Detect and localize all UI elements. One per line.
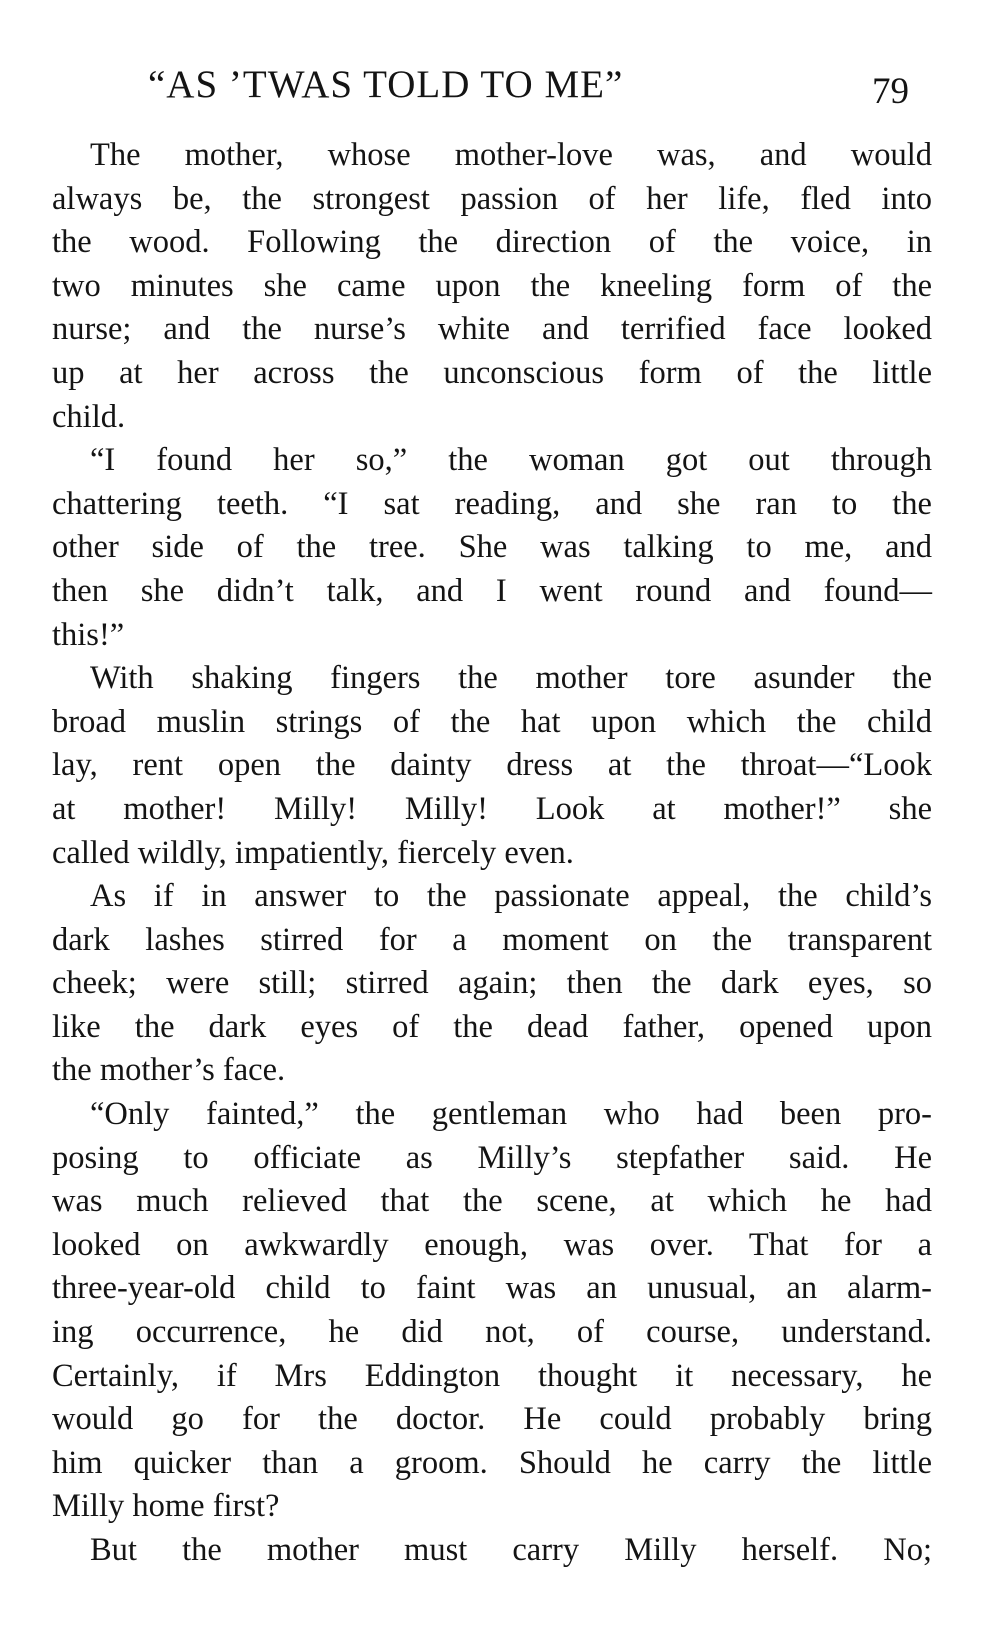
text-line: looked on awkwardly enough, was over. That for a [52,1226,932,1263]
text-line: lay, rent open the dainty dress at the throat—“Look [52,747,932,784]
text-line: the wood. Following the direction of the voice, in [52,224,932,261]
text-line: him quicker than a groom. Should he carry the little [52,1444,932,1481]
text-line: broad muslin strings of the hat upon which the child [52,703,932,740]
text-line: But the mother must carry Milly herself. No; [90,1532,932,1568]
text-line: Certainly, if Mrs Eddington thought it necessary, he [52,1357,932,1394]
text-line: this!” [52,616,125,653]
text-line: As if in answer to the passionate appeal, the child’s [90,878,932,915]
text-line: child. [52,398,126,435]
text-line: three-year-old child to faint was an unusual, an alarm- [52,1270,932,1307]
text-line: Milly home first? [52,1488,280,1525]
text-line: chattering teeth. “I sat reading, and she ran to the [52,485,932,522]
text-line: The mother, whose mother-love was, and would [90,137,932,173]
text-line: “I found her so,” the woman got out through [90,442,932,479]
text-line: would go for the doctor. He could probably bring [52,1401,932,1438]
text-line: ing occurrence, he did not, of course, understand. [52,1314,932,1351]
text-line: at mother! Milly! Milly! Look at mother!” she [52,790,932,827]
text-line: up at her across the unconscious form of the little [52,354,932,391]
text-line: was much relieved that the scene, at which he had [52,1183,932,1220]
text-line: With shaking fingers the mother tore asunder the [90,660,932,697]
text-line: always be, the strongest passion of her life, fled into [52,180,932,217]
text-line: then she didn’t talk, and I went round and found— [52,572,932,609]
text-line: cheek; were still; stirred again; then the dark eyes, so [52,965,932,1002]
text-line: nurse; and the nurse’s white and terrified face looked [52,311,932,348]
text-line: “Only fainted,” the gentleman who had been pro- [90,1096,932,1133]
text-line: like the dark eyes of the dead father, opened upon [52,1008,932,1045]
running-head [0,54,1000,114]
page-number: 79 [872,71,909,112]
text-line: called wildly, impatiently, fiercely even. [52,834,574,871]
text-line: posing to officiate as Milly’s stepfather said. He [52,1139,932,1176]
text-line: dark lashes stirred for a moment on the transparent [52,921,932,958]
running-title: “AS ’TWAS TOLD TO ME” [148,63,624,106]
text-line: two minutes she came upon the kneeling form of the [52,267,932,304]
body-text [52,134,932,1573]
text-line: other side of the tree. She was talking to me, and [52,529,932,566]
text-line: the mother’s face. [52,1052,286,1089]
